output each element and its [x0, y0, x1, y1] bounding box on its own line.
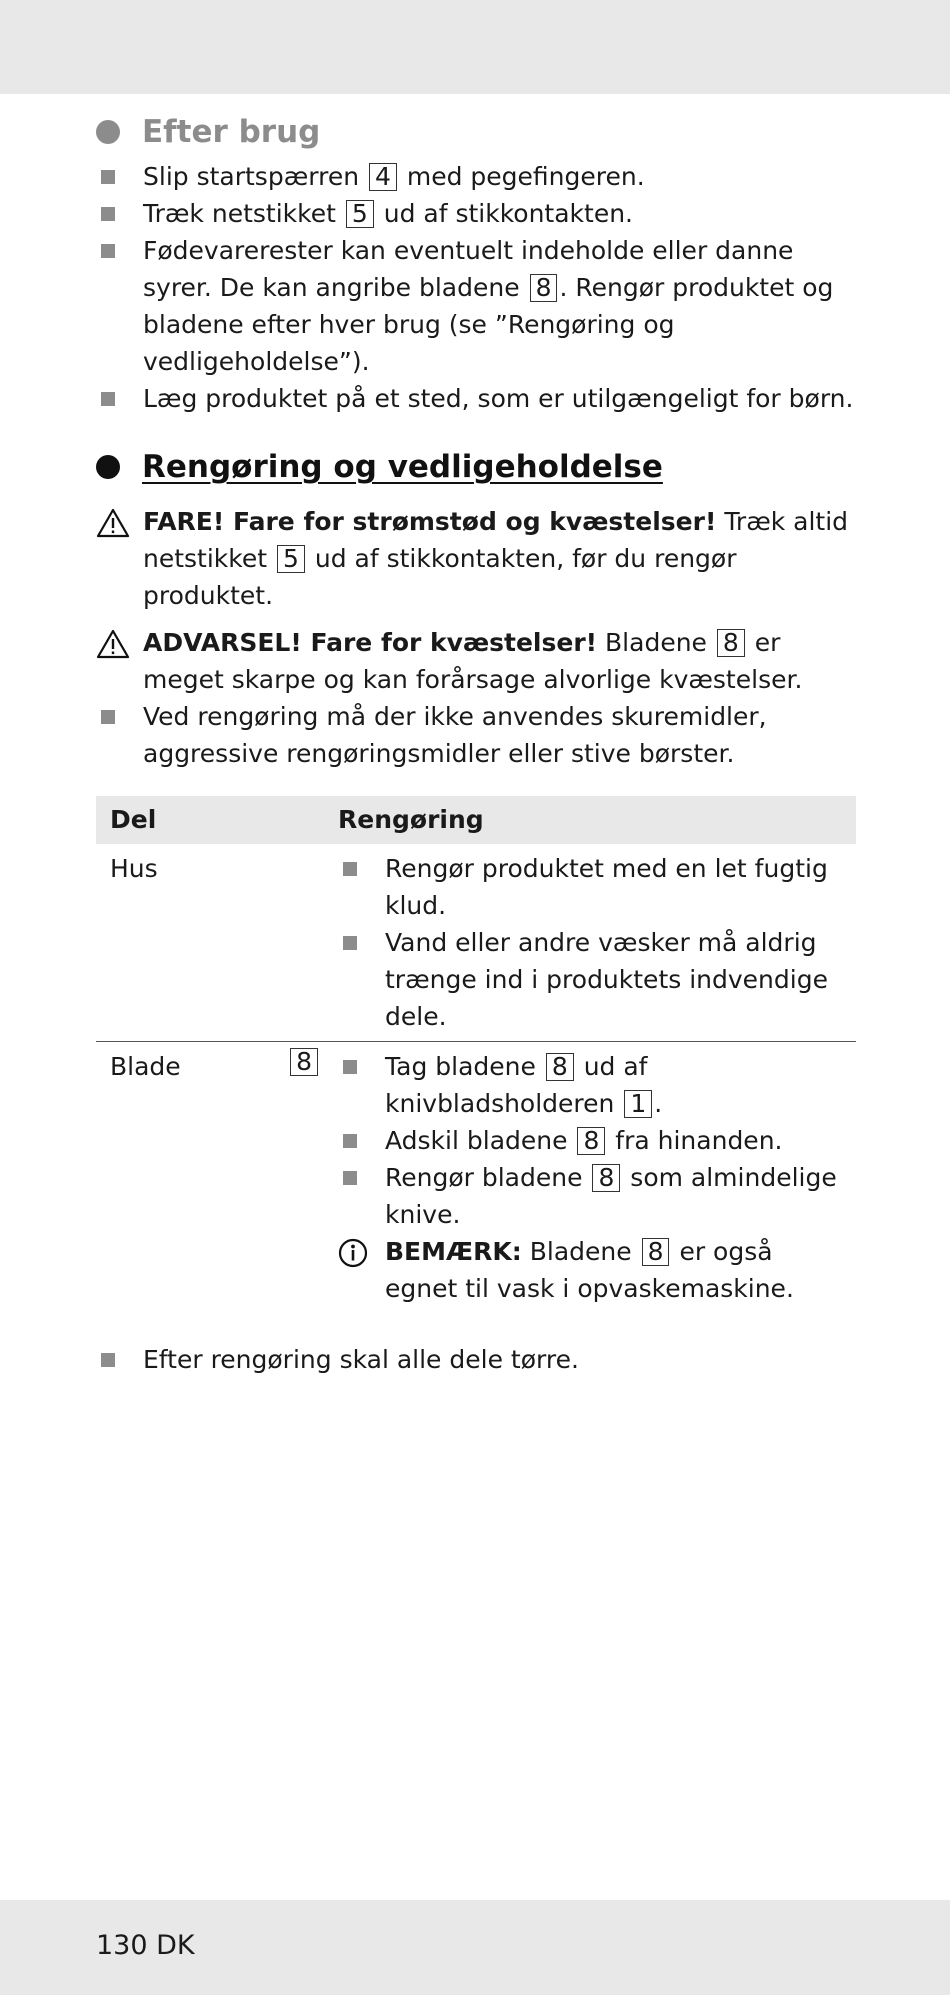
- part-reference: 8: [717, 629, 745, 657]
- part-reference: 8: [592, 1164, 620, 1192]
- cleaning-table: [96, 796, 856, 1313]
- list-item: Rengør bladene 8 som almindelige knive.: [338, 1159, 842, 1233]
- part-reference: 8: [642, 1238, 670, 1266]
- bullet-dot-icon: [96, 455, 120, 479]
- top-band: [0, 0, 950, 94]
- page-content: [96, 114, 856, 1378]
- square-bullet-icon: [101, 170, 115, 184]
- part-cell: Blade 8: [96, 1042, 324, 1314]
- list-item: Slip startspærren 4 med pegefingeren.: [96, 158, 856, 195]
- square-bullet-icon: [101, 392, 115, 406]
- list-item: Læg produktet på et sted, som er utilgængeligt for børn.: [96, 380, 856, 417]
- list-item: Tag bladene 8 ud af knivbladsholderen 1 .: [338, 1048, 842, 1122]
- cleaning-cell: [324, 1042, 856, 1314]
- part-reference: 1: [624, 1090, 652, 1118]
- square-bullet-icon: [101, 207, 115, 221]
- part-cell: Hus: [96, 844, 324, 1042]
- part-reference: 8: [290, 1048, 318, 1076]
- square-bullet-icon: [343, 1060, 357, 1074]
- bullet-dot-icon: [96, 120, 120, 144]
- column-header-part: Del: [96, 796, 324, 844]
- cleaning-title: Rengøring og vedligeholdelse: [142, 449, 663, 485]
- part-reference: 5: [346, 200, 374, 228]
- part-reference: 4: [369, 163, 397, 191]
- danger-warning: FARE! Fare for strømstød og kvæstelser! Træk altid netstikket 5 ud af stikkontakten, før du rengør produktet.: [96, 503, 856, 614]
- list-item: Rengør produktet med en let fugtig klud.: [338, 850, 842, 924]
- square-bullet-icon: [101, 1353, 115, 1367]
- square-bullet-icon: [343, 936, 357, 950]
- column-header-cleaning: Rengøring: [324, 796, 856, 844]
- section-title-after-use: [96, 114, 856, 150]
- after-use-list: [96, 158, 856, 417]
- info-icon: [338, 1238, 368, 1268]
- table-header-row: [96, 796, 856, 844]
- page-number: 130 DK: [96, 1930, 195, 1961]
- note: BEMÆRK: Bladene 8 er også egnet til vask i opvaskemaskine.: [338, 1233, 842, 1307]
- square-bullet-icon: [101, 244, 115, 258]
- cleaning-cell: [324, 844, 856, 1042]
- list-item: Efter rengøring skal alle dele tørre.: [96, 1341, 856, 1378]
- square-bullet-icon: [343, 1171, 357, 1185]
- table-row: [96, 1042, 856, 1314]
- after-use-title: Efter brug: [142, 114, 321, 150]
- square-bullet-icon: [343, 1134, 357, 1148]
- part-reference: 8: [546, 1053, 574, 1081]
- list-item: Vand eller andre væsker må aldrig trænge ind i produktets indvendige dele.: [338, 924, 842, 1035]
- table-row: [96, 844, 856, 1042]
- list-item: Fødevarerester kan eventuelt indeholde eller danne syrer. De kan angribe bladene 8 . Rengør produktet og bladene efter hver brug (se ”Rengøring og vedligeholdelse”).: [96, 232, 856, 380]
- list-item: Adskil bladene 8 fra hinanden.: [338, 1122, 842, 1159]
- list-item: Træk netstikket 5 ud af stikkontakten.: [96, 195, 856, 232]
- square-bullet-icon: [343, 862, 357, 876]
- list-item: Ved rengøring må der ikke anvendes skuremidler, aggressive rengøringsmidler eller stive børster.: [96, 698, 856, 772]
- part-reference: 5: [277, 545, 305, 573]
- warning-triangle-icon: [96, 629, 130, 659]
- warning-triangle-icon: [96, 508, 130, 538]
- square-bullet-icon: [101, 710, 115, 724]
- part-reference: 8: [530, 274, 558, 302]
- warning-notice: ADVARSEL! Fare for kvæstelser! Bladene 8 er meget skarpe og kan forårsage alvorlige kvæstelser.: [96, 624, 856, 698]
- section-title-cleaning: [96, 449, 856, 485]
- part-reference: 8: [577, 1127, 605, 1155]
